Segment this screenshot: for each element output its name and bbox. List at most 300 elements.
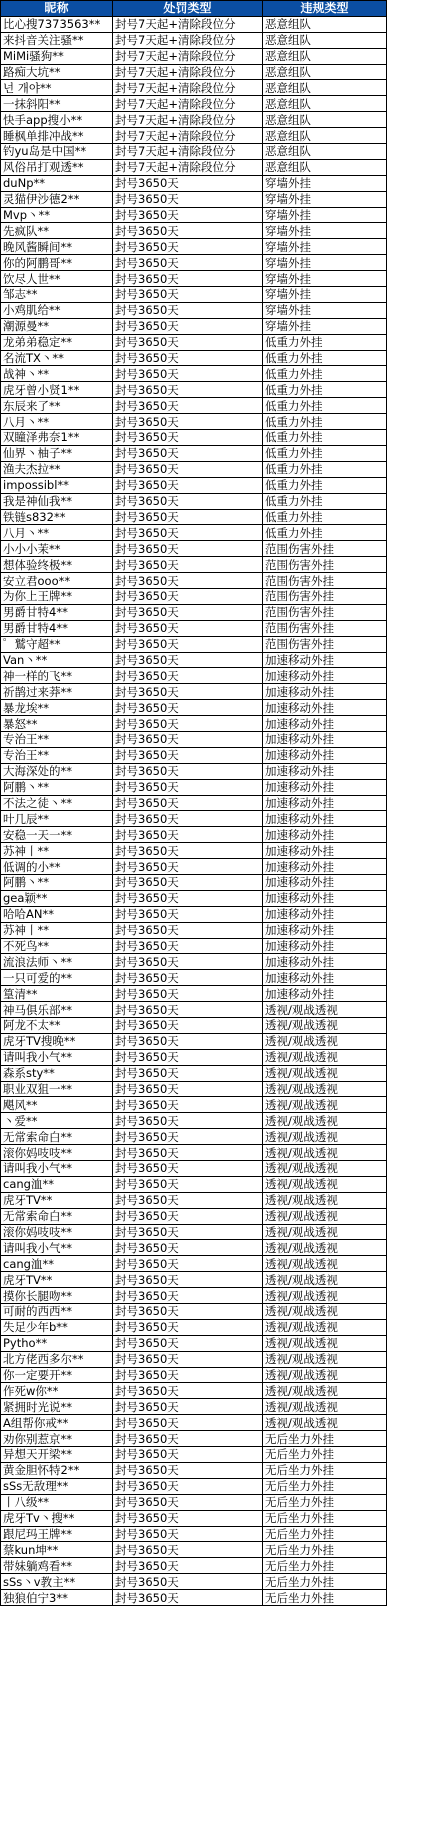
cell-violation-type: 加速移动外挂 [263,922,387,938]
cell-violation-type: 穿墙外挂 [263,302,387,318]
table-row [1,144,387,160]
cell-nickname: 虎牙TV** [1,1192,113,1208]
cell-nickname: 摸你长腿吻** [1,1288,113,1304]
cell-violation-type: 低重力外挂 [263,398,387,414]
cell-penalty-type: 封号3650天 [113,1383,263,1399]
cell-nickname: sSs无敌理** [1,1478,113,1494]
cell-violation-type: 低重力外挂 [263,477,387,493]
cell-violation-type: 透视/观战透视 [263,1018,387,1034]
cell-penalty-type: 封号3650天 [113,509,263,525]
cell-violation-type: 加速移动外挂 [263,700,387,716]
cell-penalty-type: 封号3650天 [113,1018,263,1034]
cell-violation-type: 低重力外挂 [263,334,387,350]
cell-penalty-type: 封号7天起+清除段位分 [113,112,263,128]
cell-violation-type: 无后坐力外挂 [263,1478,387,1494]
cell-nickname: 紧拥时光说** [1,1399,113,1415]
table-row [1,1542,387,1558]
cell-violation-type: 穿墙外挂 [263,191,387,207]
cell-penalty-type: 封号3650天 [113,207,263,223]
cell-violation-type: 范围伤害外挂 [263,573,387,589]
cell-nickname: 请叫我小气** [1,1240,113,1256]
table-row [1,175,387,191]
cell-penalty-type: 封号3650天 [113,414,263,430]
table-row [1,1335,387,1351]
cell-violation-type: 透视/观战透视 [263,1351,387,1367]
table-row [1,716,387,732]
cell-penalty-type: 封号3650天 [113,366,263,382]
cell-violation-type: 加速移动外挂 [263,906,387,922]
cell-nickname: 劝你别惹京** [1,1431,113,1447]
cell-violation-type: 透视/观战透视 [263,1335,387,1351]
cell-nickname: 虎牙Tv丶搜** [1,1510,113,1526]
cell-penalty-type: 封号3650天 [113,1542,263,1558]
cell-nickname: 铁链s832** [1,509,113,525]
table-row [1,64,387,80]
cell-violation-type: 低重力外挂 [263,414,387,430]
cell-penalty-type: 封号3650天 [113,334,263,350]
cell-nickname: 滚你妈吱吱** [1,1145,113,1161]
cell-violation-type: 恶意组队 [263,48,387,64]
cell-nickname: 不死鸟** [1,938,113,954]
table-row [1,525,387,541]
cell-nickname: Van丶** [1,652,113,668]
cell-penalty-type: 封号3650天 [113,430,263,446]
cell-violation-type: 加速移动外挂 [263,970,387,986]
cell-penalty-type: 封号7天起+清除段位分 [113,32,263,48]
cell-nickname: 渔夫杰拉** [1,461,113,477]
cell-penalty-type: 封号7天起+清除段位分 [113,48,263,64]
cell-nickname: 阿龙不太** [1,1018,113,1034]
cell-violation-type: 加速移动外挂 [263,938,387,954]
cell-penalty-type: 封号3650天 [113,223,263,239]
cell-violation-type: 恶意组队 [263,112,387,128]
header-penalty-type: 处罚类型 [113,1,263,17]
cell-violation-type: 穿墙外挂 [263,255,387,271]
cell-nickname: 异想天开梁** [1,1447,113,1463]
table-row [1,668,387,684]
cell-nickname: 独狼伯宁3** [1,1590,113,1606]
cell-violation-type: 无后坐力外挂 [263,1462,387,1478]
cell-violation-type: 透视/观战透视 [263,1161,387,1177]
cell-penalty-type: 封号3650天 [113,573,263,589]
cell-nickname: 丨八级** [1,1494,113,1510]
cell-penalty-type: 封号3650天 [113,843,263,859]
cell-penalty-type: 封号3650天 [113,1558,263,1574]
cell-violation-type: 穿墙外挂 [263,223,387,239]
cell-violation-type: 透视/观战透视 [263,1176,387,1192]
cell-penalty-type: 封号3650天 [113,461,263,477]
cell-penalty-type: 封号3650天 [113,271,263,287]
cell-penalty-type: 封号3650天 [113,986,263,1002]
table-row [1,1351,387,1367]
cell-nickname: A组帮你戒** [1,1415,113,1431]
cell-violation-type: 加速移动外挂 [263,747,387,763]
cell-violation-type: 穿墙外挂 [263,207,387,223]
table-row [1,48,387,64]
cell-nickname: 专治王** [1,747,113,763]
cell-penalty-type: 封号3650天 [113,588,263,604]
cell-violation-type: 透视/观战透视 [263,1208,387,1224]
cell-violation-type: 范围伤害外挂 [263,636,387,652]
cell-penalty-type: 封号3650天 [113,1494,263,1510]
cell-nickname: 叶几辰** [1,811,113,827]
cell-nickname: 快手app搜小** [1,112,113,128]
cell-penalty-type: 封号3650天 [113,1415,263,1431]
cell-violation-type: 低重力外挂 [263,461,387,477]
cell-violation-type: 恶意组队 [263,64,387,80]
cell-penalty-type: 封号3650天 [113,302,263,318]
cell-nickname: 飓风** [1,1097,113,1113]
table-row [1,1478,387,1494]
cell-nickname: 苏神丨** [1,843,113,859]
cell-penalty-type: 封号3650天 [113,795,263,811]
table-row [1,445,387,461]
cell-penalty-type: 封号3650天 [113,652,263,668]
table-row [1,859,387,875]
cell-violation-type: 加速移动外挂 [263,716,387,732]
cell-violation-type: 加速移动外挂 [263,874,387,890]
cell-penalty-type: 封号3650天 [113,1065,263,1081]
cell-penalty-type: 封号7天起+清除段位分 [113,16,263,32]
cell-nickname: 神一样的飞** [1,668,113,684]
cell-penalty-type: 封号3650天 [113,604,263,620]
cell-violation-type: 低重力外挂 [263,493,387,509]
cell-nickname: 男爵甘特4** [1,604,113,620]
cell-violation-type: 透视/观战透视 [263,1272,387,1288]
cell-violation-type: 低重力外挂 [263,525,387,541]
cell-violation-type: 加速移动外挂 [263,763,387,779]
cell-penalty-type: 封号3650天 [113,557,263,573]
cell-nickname: 风俗吊打观透** [1,159,113,175]
cell-penalty-type: 封号3650天 [113,906,263,922]
table-row [1,1033,387,1049]
table-body [1,16,387,1605]
table-row [1,318,387,334]
cell-violation-type: 加速移动外挂 [263,652,387,668]
table-row [1,1002,387,1018]
cell-penalty-type: 封号3650天 [113,1272,263,1288]
cell-penalty-type: 封号3650天 [113,731,263,747]
cell-nickname: 无常索命白** [1,1208,113,1224]
cell-nickname: 钓yu岛是中国** [1,144,113,160]
table-row [1,398,387,414]
cell-nickname: 请叫我小气** [1,1049,113,1065]
cell-penalty-type: 封号3650天 [113,1462,263,1478]
cell-nickname: 八月丶** [1,525,113,541]
cell-nickname: 八月丶** [1,414,113,430]
cell-penalty-type: 封号3650天 [113,1176,263,1192]
cell-nickname: 东辰来了** [1,398,113,414]
cell-violation-type: 加速移动外挂 [263,827,387,843]
table-row [1,938,387,954]
cell-violation-type: 范围伤害外挂 [263,604,387,620]
cell-nickname: 暴龙埃** [1,700,113,716]
cell-nickname: sSs丶v教主** [1,1574,113,1590]
cell-nickname: 不法之徒丶** [1,795,113,811]
cell-nickname: MiMi骚狗** [1,48,113,64]
cell-nickname: 邹志** [1,287,113,303]
cell-nickname: 丶爱** [1,1113,113,1129]
cell-penalty-type: 封号3650天 [113,1399,263,1415]
table-row [1,573,387,589]
table-row [1,414,387,430]
cell-penalty-type: 封号3650天 [113,191,263,207]
cell-violation-type: 穿墙外挂 [263,271,387,287]
cell-violation-type: 恶意组队 [263,96,387,112]
cell-violation-type: 加速移动外挂 [263,890,387,906]
table-row [1,239,387,255]
table-row [1,1145,387,1161]
table-row [1,430,387,446]
cell-nickname: Pytho** [1,1335,113,1351]
cell-penalty-type: 封号3650天 [113,382,263,398]
cell-nickname: 名流TX丶** [1,350,113,366]
table-row [1,271,387,287]
table-row [1,1113,387,1129]
cell-penalty-type: 封号3650天 [113,1002,263,1018]
cell-penalty-type: 封号3650天 [113,445,263,461]
cell-penalty-type: 封号7天起+清除段位分 [113,96,263,112]
cell-penalty-type: 封号3650天 [113,255,263,271]
cell-violation-type: 透视/观战透视 [263,1002,387,1018]
cell-nickname: 一抹斜阳** [1,96,113,112]
table-row [1,970,387,986]
cell-nickname: 为你上王牌** [1,588,113,604]
table-row [1,1240,387,1256]
cell-violation-type: 透视/观战透视 [263,1113,387,1129]
cell-violation-type: 透视/观战透视 [263,1097,387,1113]
table-row [1,1256,387,1272]
table-row [1,96,387,112]
cell-penalty-type: 封号3650天 [113,525,263,541]
cell-nickname: 仙界丶柚子** [1,445,113,461]
table-row [1,779,387,795]
cell-penalty-type: 封号3650天 [113,1367,263,1383]
table-row [1,493,387,509]
table-row [1,1447,387,1463]
table-row [1,700,387,716]
cell-penalty-type: 封号3650天 [113,636,263,652]
table-row [1,509,387,525]
cell-nickname: 黄金胆怀特2** [1,1462,113,1478]
cell-nickname: 路痴大坑** [1,64,113,80]
table-row [1,461,387,477]
cell-penalty-type: 封号3650天 [113,1113,263,1129]
table-row [1,620,387,636]
cell-penalty-type: 封号3650天 [113,1192,263,1208]
table-row [1,1192,387,1208]
cell-penalty-type: 封号3650天 [113,1478,263,1494]
cell-violation-type: 加速移动外挂 [263,684,387,700]
cell-nickname: 带妹躺鸡看** [1,1558,113,1574]
cell-violation-type: 透视/观战透视 [263,1129,387,1145]
cell-penalty-type: 封号3650天 [113,1574,263,1590]
cell-penalty-type: 封号3650天 [113,763,263,779]
cell-violation-type: 低重力外挂 [263,366,387,382]
cell-violation-type: 透视/观战透视 [263,1319,387,1335]
cell-penalty-type: 封号3650天 [113,620,263,636]
table-row [1,477,387,493]
cell-nickname: 无常索命白** [1,1129,113,1145]
cell-violation-type: 加速移动外挂 [263,859,387,875]
table-row [1,334,387,350]
table-row [1,1097,387,1113]
table-row [1,1224,387,1240]
cell-nickname: 想体验终极** [1,557,113,573]
cell-nickname: 龙弟弟稳定** [1,334,113,350]
cell-nickname: 虎牙TV** [1,1272,113,1288]
table-row [1,1574,387,1590]
cell-violation-type: 无后坐力外挂 [263,1542,387,1558]
cell-nickname: 哈哈AN** [1,906,113,922]
cell-nickname: 你一定要开** [1,1367,113,1383]
cell-violation-type: 低重力外挂 [263,509,387,525]
cell-penalty-type: 封号7天起+清除段位分 [113,64,263,80]
header-row [1,1,387,17]
cell-violation-type: 范围伤害外挂 [263,541,387,557]
cell-violation-type: 加速移动外挂 [263,986,387,1002]
cell-nickname: 我是神仙我** [1,493,113,509]
cell-nickname: 小小小茉** [1,541,113,557]
table-row [1,1399,387,1415]
cell-nickname: 阿鹏丶** [1,779,113,795]
cell-nickname: 比心搜7373563** [1,16,113,32]
cell-violation-type: 穿墙外挂 [263,318,387,334]
cell-penalty-type: 封号3650天 [113,1447,263,1463]
table-row [1,890,387,906]
table-row [1,1272,387,1288]
cell-penalty-type: 封号3650天 [113,890,263,906]
cell-violation-type: 低重力外挂 [263,430,387,446]
cell-nickname: 安稳一天一** [1,827,113,843]
cell-violation-type: 范围伤害外挂 [263,557,387,573]
cell-nickname: 跟尼玛王牌** [1,1526,113,1542]
cell-penalty-type: 封号3650天 [113,1097,263,1113]
table-row [1,604,387,620]
table-row [1,350,387,366]
cell-violation-type: 透视/观战透视 [263,1081,387,1097]
cell-penalty-type: 封号3650天 [113,1256,263,1272]
cell-nickname: 北方佬西多尔** [1,1351,113,1367]
table-row [1,1510,387,1526]
cell-nickname: ゜鷲守超** [1,636,113,652]
cell-nickname: 低调的小** [1,859,113,875]
cell-penalty-type: 封号3650天 [113,287,263,303]
cell-violation-type: 加速移动外挂 [263,668,387,684]
cell-nickname: Mvp丶** [1,207,113,223]
table-row [1,1018,387,1034]
cell-penalty-type: 封号3650天 [113,938,263,954]
cell-penalty-type: 封号3650天 [113,1145,263,1161]
cell-nickname: 森系sty** [1,1065,113,1081]
cell-violation-type: 穿墙外挂 [263,239,387,255]
cell-nickname: 你的阿鹏哥** [1,255,113,271]
cell-nickname: 职业双狙一** [1,1081,113,1097]
cell-nickname: 流浪法师丶** [1,954,113,970]
cell-violation-type: 范围伤害外挂 [263,620,387,636]
cell-violation-type: 无后坐力外挂 [263,1494,387,1510]
table-row [1,16,387,32]
cell-nickname: cang洫** [1,1256,113,1272]
cell-nickname: impossibl** [1,477,113,493]
cell-nickname: 潮源曼** [1,318,113,334]
cell-penalty-type: 封号3650天 [113,239,263,255]
cell-violation-type: 透视/观战透视 [263,1049,387,1065]
cell-nickname: 专治王** [1,731,113,747]
cell-penalty-type: 封号3650天 [113,1510,263,1526]
cell-violation-type: 透视/观战透视 [263,1367,387,1383]
cell-nickname: 神马俱乐部** [1,1002,113,1018]
cell-violation-type: 恶意组队 [263,80,387,96]
table-row [1,207,387,223]
cell-nickname: 睡枫单排冲战** [1,128,113,144]
table-row [1,159,387,175]
cell-violation-type: 透视/观战透视 [263,1256,387,1272]
table-row [1,287,387,303]
table-row [1,191,387,207]
table-row [1,112,387,128]
table-row [1,1129,387,1145]
table-row [1,1081,387,1097]
cell-nickname: 蔡kun坤** [1,1542,113,1558]
cell-penalty-type: 封号3650天 [113,1288,263,1304]
cell-nickname: 灵猫伊沙德2** [1,191,113,207]
cell-penalty-type: 封号3650天 [113,1431,263,1447]
table-row [1,986,387,1002]
table-row [1,1415,387,1431]
cell-penalty-type: 封号3650天 [113,954,263,970]
cell-nickname: 苏神丨** [1,922,113,938]
cell-penalty-type: 封号3650天 [113,1304,263,1320]
cell-nickname: cang洫** [1,1176,113,1192]
cell-nickname: 请叫我小气** [1,1161,113,1177]
cell-violation-type: 无后坐力外挂 [263,1447,387,1463]
cell-penalty-type: 封号3650天 [113,716,263,732]
cell-penalty-type: 封号3650天 [113,747,263,763]
table-row [1,1367,387,1383]
cell-penalty-type: 封号7天起+清除段位分 [113,159,263,175]
cell-penalty-type: 封号3650天 [113,668,263,684]
cell-violation-type: 恶意组队 [263,159,387,175]
cell-violation-type: 恶意组队 [263,144,387,160]
table-row [1,827,387,843]
table-row [1,636,387,652]
cell-violation-type: 透视/观战透视 [263,1145,387,1161]
table-row [1,541,387,557]
cell-nickname: 虎牙曾小贤1** [1,382,113,398]
cell-violation-type: 无后坐力外挂 [263,1431,387,1447]
table-row [1,1431,387,1447]
cell-violation-type: 无后坐力外挂 [263,1574,387,1590]
cell-nickname: 阿鹏丶** [1,874,113,890]
table-row [1,1065,387,1081]
cell-violation-type: 低重力外挂 [263,350,387,366]
table-row [1,1304,387,1320]
cell-violation-type: 透视/观战透视 [263,1383,387,1399]
table-row [1,763,387,779]
cell-penalty-type: 封号3650天 [113,1208,263,1224]
cell-violation-type: 无后坐力外挂 [263,1526,387,1542]
table-row [1,1494,387,1510]
table-row [1,922,387,938]
cell-violation-type: 透视/观战透视 [263,1288,387,1304]
cell-violation-type: 加速移动外挂 [263,731,387,747]
cell-violation-type: 低重力外挂 [263,445,387,461]
table-row [1,652,387,668]
cell-violation-type: 加速移动外挂 [263,954,387,970]
cell-penalty-type: 封号3650天 [113,700,263,716]
table-row [1,1526,387,1542]
